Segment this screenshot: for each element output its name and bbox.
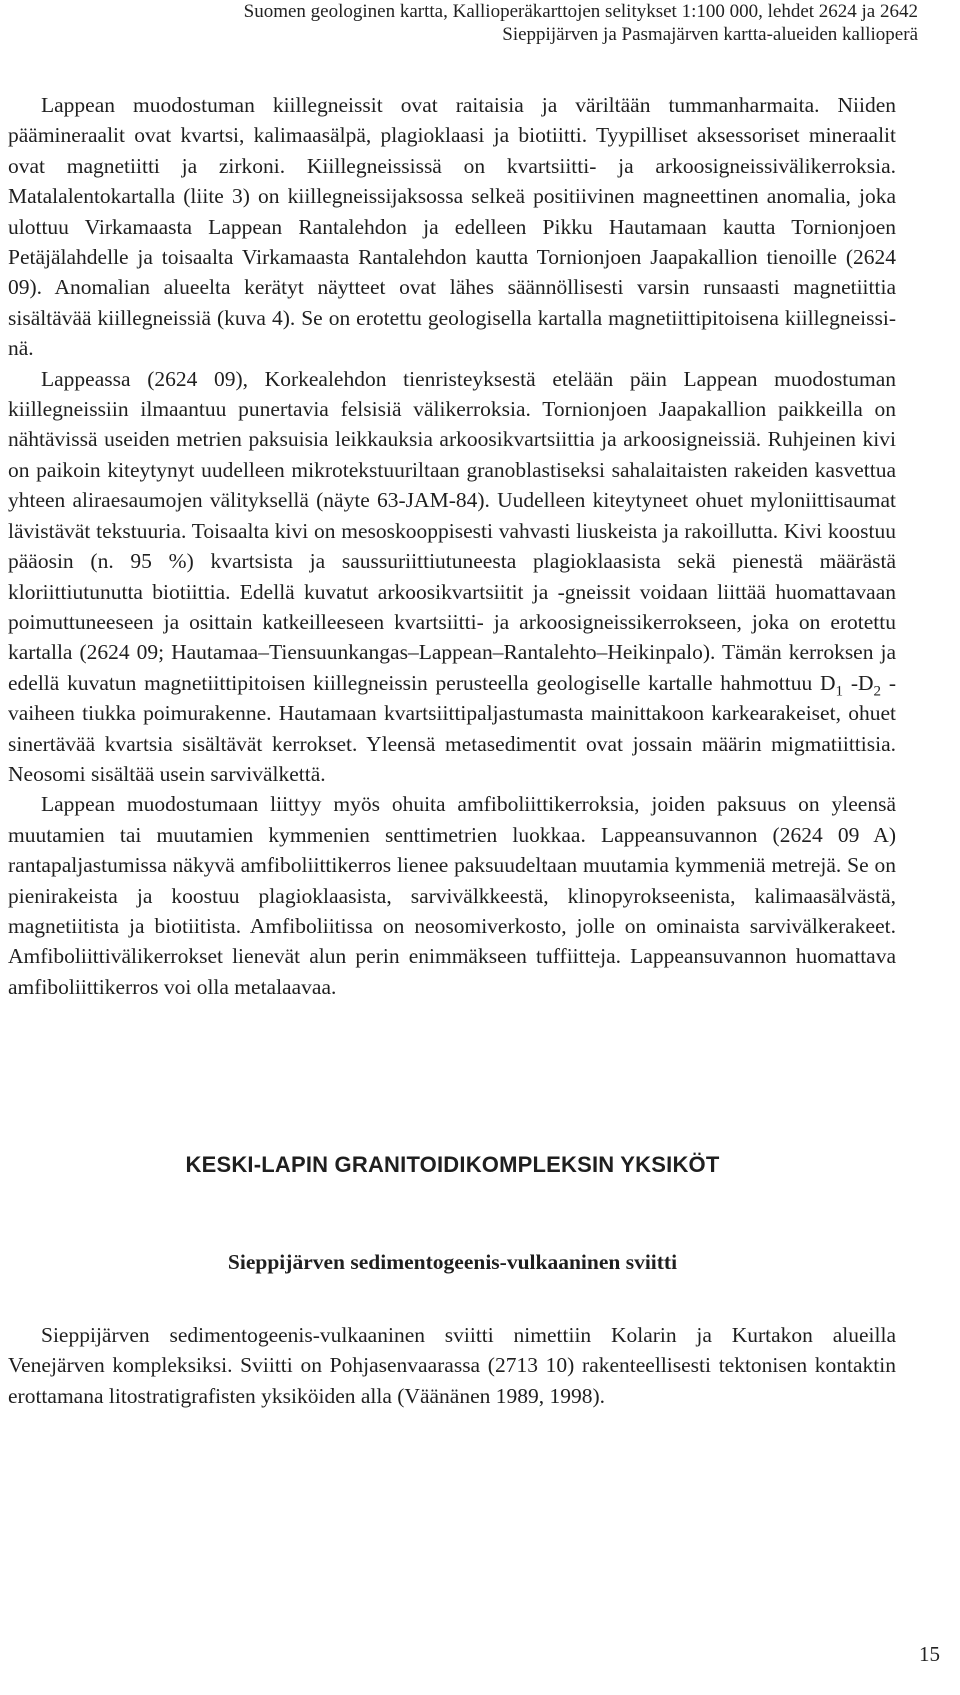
- section-heading: KESKI-LAPIN GRANITOIDIKOMPLEKSIN YKSIKÖT: [185, 1152, 720, 1177]
- page-number: 15: [919, 1642, 940, 1666]
- body-text: [8, 90, 896, 1002]
- section-subheading: Sieppijärven sedimentogeenis-vulkaaninen sviitti: [227, 1250, 678, 1274]
- subscript-1: 1: [835, 683, 844, 700]
- section-paragraph: Sieppijärven sedimentogeenis-vulkaaninen sviitti nimettiin Kolarin ja Kurtakon alueilla Venejärven kompleksiksi. Sviitti on Pohjasenvaarassa (2713 10) rakenteellisesti tektonisen kontaktin erottamana litostratigrafisten yksiköiden alla (Väänänen 1989, 1998).: [8, 1323, 896, 1408]
- running-header-line-2: Sieppijärven ja Pasmajärven kartta-alueiden kallioperä: [502, 24, 918, 45]
- paragraph-1: Lappean muodostuman kiillegneissit ovat raitaisia ja väriltään tummanharmaita. Niiden päämineraalit ovat kvartsi, kalimaasälpä, plagioklaasi ja biotiitti. Tyypilliset aksessoriset mineraalit ovat magnetiitti ja zirkoni. Kiillegneississä on kvartsiitti- ja arkoosigneissivälikerroksia. Matalalentokartalla (liite 3) on kiillegneissijaksossa selkeä positiivinen magneettinen anomalia, joka ulottuu Virkamaasta Lappean Rantalehdon ja edelleen Pikku Hautamaan kautta Tornionjoen Petäjälahdelle ja toisaalta Virkamaasta Rantalehdon kautta Tornionjoen Jaapakallion tienoille (2624 09). Anomalian alueelta kerätyt näytteet ovat lähes säännöllisesti varsin runsaasti magnetiittia sisältävää kiillegneissiä (kuva 4). Se on erotettu geologisella kartalla magnetiittipitoisena kiillegneissinä.: [8, 93, 896, 361]
- subscript-2: 2: [873, 683, 882, 700]
- paragraph-2: [8, 364, 896, 790]
- running-header-line-1: Suomen geologinen kartta, Kallioperäkarttojen selitykset 1:100 000, lehdet 2624 ja 2642: [243, 1, 918, 22]
- section-body: [8, 1320, 896, 1411]
- running-header: [244, 0, 918, 46]
- paragraph-2-text: Lappeassa (2624 09), Korkealehdon tienristeyksestä etelään päin Lappean muodostuman kiillegneissiin ilmaantuu punertavia felsisiä välikerroksia. Tornionjoen Jaapakallion paikkeilla on nähtävissä useiden metrien paksuisia leikkauksia arkoosikvartsiittia ja arkoosigneissiä. Ruhjeinen kivi on paikoin kiteytynyt uudelleen mikrotekstuuriltaan granoblastiseksi sahalaitaisten rakeiden kasvettua yhteen aliraesaumojen välityksellä (näyte 63-JAM-84). Uudelleen kiteytyneet ohuet myloniittisaumat lävistävät tekstuuria. Toisaalta kivi on mesoskooppisesti vahvasti liuskeista ja rakoillutta. Kivi koostuu pääosin (n. 95 %) kvartsista ja saussuriittiutuneesta plagioklaasista sekä pienestä määrästä kloriittiutunutta biotiittia. Edellä kuvatut arkoosikvartsiitit ja -gneissit voidaan liittää huomattavaan poimuttuneeseen ja osittain katkeilleeseen kvartsiitti- ja arkoosigneissikerrokseen, joka on erotettu kartalla (2624 09; Hautamaa–Tiensuunkangas–Lappean–Rantalehto–Heikinpalo). Tämän kerroksen ja edellä kuvatun magnetiittipitoisen kiillegneissin perusteella geologiselle kartalle hahmottuu D: [8, 366, 896, 695]
- paragraph-3: Lappean muodostumaan liittyy myös ohuita amfiboliittikerroksia, joiden paksuus on yleensä muutamien tai muutamien kymmenien senttimetrien luokkaa. Lappeansuvannon (2624 09 A) rantapaljastumissa näkyvä amfiboliittikerros lienee paksuudeltaan muutamia kymmeniä metrejä. Se on pienirakeista ja koostuu plagioklaasista, sarvivälkkeestä, klinopyrokseenista, kalimaasälvästä, magnetiitista ja biotiitista. Amfiboliitissa on neosomiverkosto, jolle on ominaista sarvivälkerakeet. Amfiboliittivälikerrokset lienevät alun perin enimmäkseen tuffiitteja. Lappeansuvannon huomattava amfiboliittikerros voi olla metalaavaa.: [8, 792, 896, 999]
- paragraph-2-tail: - vaiheen tiukka poimurakenne. Hautamaan kvartsiittipaljastumasta mainittakoon karkearakeiset, ohuet sinertävää kvartsia sisältävät kerrokset. Yleensä metasedimentit ovat jossain määrin migmatiittisia. Neosomi sisältää usein sarvivälkettä.: [8, 670, 896, 786]
- paragraph-2-mid: -D: [843, 670, 874, 695]
